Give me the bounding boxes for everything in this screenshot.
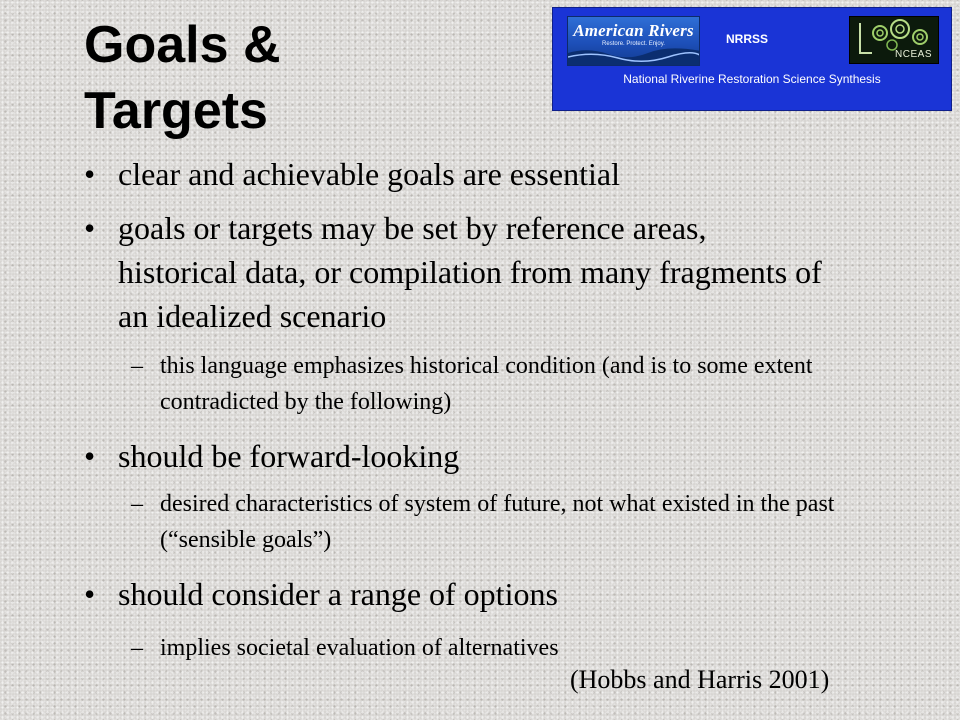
bullet-item	[84, 434, 824, 478]
bullet-marker: •	[84, 156, 96, 192]
bullet-text: should consider a range of options	[118, 576, 558, 612]
sub-bullet-item	[131, 486, 871, 558]
citation: (Hobbs and Harris 2001)	[570, 665, 830, 694]
bullet-text: goals or targets may be set by reference areas, historical data, or compilation from many fragments of an idealized scenario	[118, 210, 822, 334]
river-wave-icon	[568, 45, 700, 65]
bullet-item	[84, 152, 824, 196]
sub-bullet-marker: –	[131, 635, 143, 661]
bullet-item	[84, 206, 824, 338]
nrrss-banner	[552, 7, 952, 111]
bullet-item	[84, 572, 824, 616]
sub-bullet-text: implies societal evaluation of alternatives	[160, 635, 559, 661]
bullet-text: clear and achievable goals are essential	[118, 156, 620, 192]
sub-bullet-text: desired characteristics of system of future, not what existed in the past (“sensible goals”)	[160, 491, 835, 553]
bullet-text: should be forward-looking	[118, 438, 460, 474]
bullet-marker: •	[84, 210, 96, 246]
sub-bullet-item	[131, 630, 871, 666]
nceas-label: NCEAS	[895, 49, 932, 60]
sub-bullet-marker: –	[131, 491, 143, 517]
american-rivers-name: American Rivers	[573, 21, 694, 40]
nrrss-label: NRRSS	[726, 32, 769, 46]
slide-title-line-2: Targets	[84, 82, 268, 140]
sub-bullet-text: this language emphasizes historical condition (and is to some extent contradicted by the following)	[160, 353, 813, 415]
sub-bullet-marker: –	[131, 353, 143, 379]
banner-subtitle: National Riverine Restoration Science Synthesis	[623, 72, 881, 86]
slide-title-line-1: Goals &	[84, 16, 281, 74]
sub-bullet-item	[131, 348, 871, 420]
american-rivers-logo	[567, 16, 700, 66]
bullet-marker: •	[84, 576, 96, 612]
bullet-marker: •	[84, 438, 96, 474]
nceas-logo	[849, 16, 939, 64]
slide-title	[84, 12, 281, 144]
american-rivers-tagline: Restore. Protect. Enjoy.	[602, 41, 665, 47]
